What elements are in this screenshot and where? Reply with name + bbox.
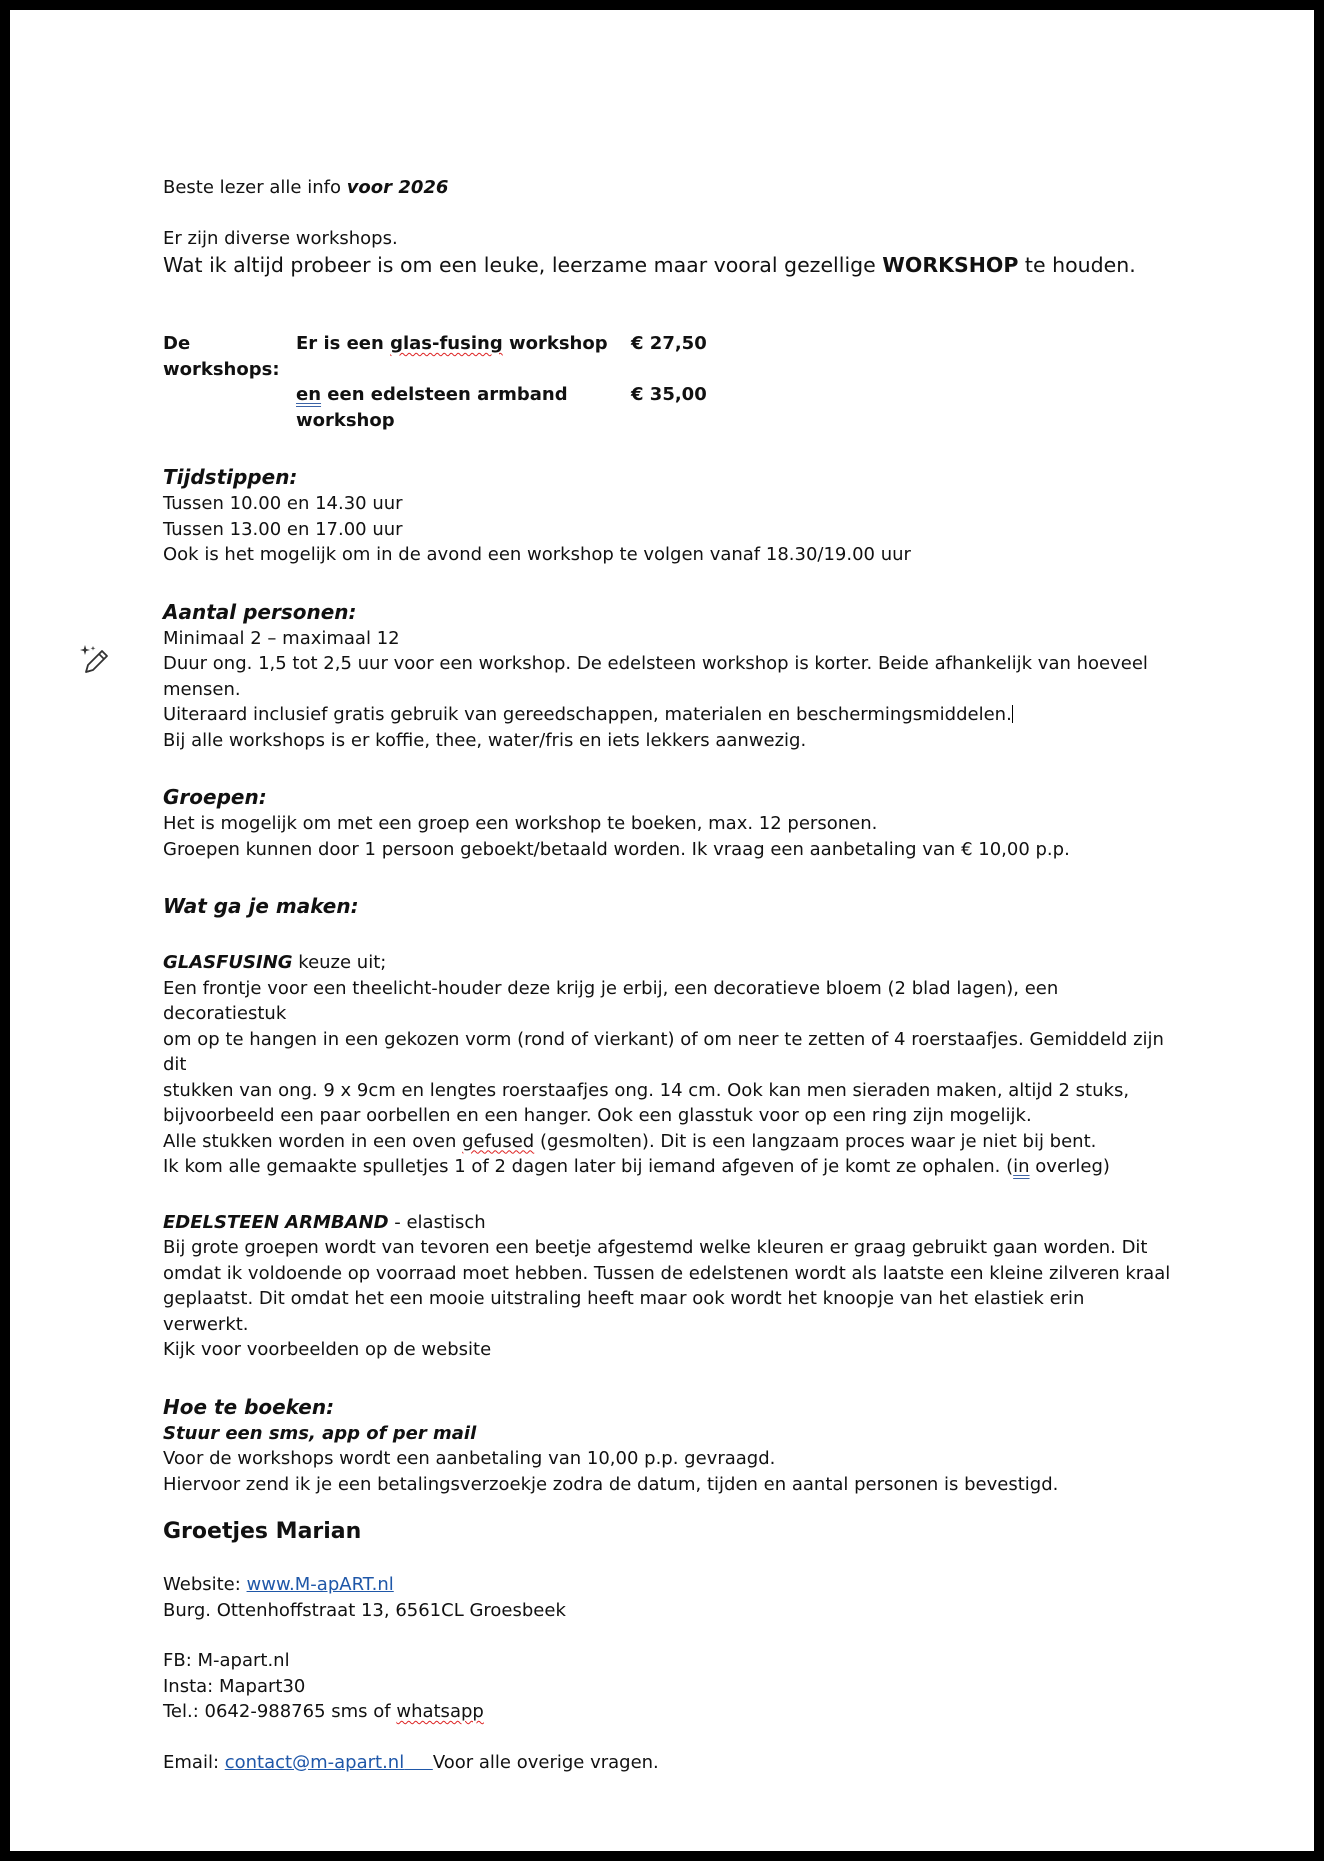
website-link[interactable]: www.M-apART.nl (246, 1574, 394, 1595)
price-armband: € 35,00 (631, 384, 707, 405)
text-line: geplaatst. Dit omdat het een mooie uitstraling heeft maar ook wordt het knoopje van het elastiek erin verwerkt. (163, 1288, 1085, 1335)
text-line[interactable]: Uiteraard inclusief gratis gebruik van gereedschappen, materialen en beschermingsmiddelen. (163, 704, 1012, 725)
website-line: Website: www.M-apART.nl (163, 1574, 394, 1595)
email-line: Email: contact@m-apart.nl Voor alle overige vragen. (163, 1751, 659, 1773)
workshop-row-1: De workshops: Er is een glas-fusing workshop € 27,50 (163, 331, 1173, 382)
price-glasfusing: € 27,50 (631, 333, 707, 354)
glasfusing-title-line: GLASFUSING keuze uit; (163, 952, 387, 973)
instagram-line: Insta: Mapart30 (163, 1675, 306, 1697)
text-line: Het is mogelijk om met een groep een workshop te boeken, max. 12 personen. (163, 813, 878, 834)
text-line: Hiervoor zend ik je een betalingsverzoekje zodra de datum, tijden en aantal personen is bevestigd. (163, 1473, 1059, 1495)
text-line: Bij grote groepen wordt van tevoren een beetje afgestemd welke kleuren er graag gebruikt gaan worden. Dit (163, 1237, 1148, 1258)
text-line: Bij alle workshops is er koffie, thee, water/fris en iets lekkers aanwezig. (163, 729, 807, 751)
text-line: Een frontje voor een theelicht-houder deze krijg je erbij, een decoratieve bloem (2 blad lagen), een decoratiestuk (163, 977, 1059, 1024)
text-line: Minimaal 2 – maximaal 12 (163, 627, 400, 649)
intro-line-3: Wat ik altijd probeer is om een leuke, leerzame maar vooral gezellige WORKSHOP te houden. (163, 253, 1136, 277)
text-line: Tussen 10.00 en 14.30 uur (163, 493, 403, 514)
text-line: stukken van ong. 9 x 9cm en lengtes roerstaafjes ong. 14 cm. Ook kan men sieraden maken, altijd 2 stuks, (163, 1079, 1130, 1101)
section-heading-groepen: Groepen: (163, 785, 267, 809)
boeken-subheading: Stuur een sms, app of per mail (163, 1422, 477, 1444)
text-line: Voor de workshops wordt een aanbetaling van 10,00 p.p. gevraagd. (163, 1448, 776, 1469)
text-line: bijvoorbeeld een paar oorbellen en een hanger. Ook een glasstuk voor op een ring zijn mogelijk. (163, 1105, 1032, 1126)
text-line: Kijk voor voorbeelden op de website (163, 1339, 492, 1360)
intro-line-1: Beste lezer alle info voor 2026 (163, 177, 449, 198)
section-heading-maken: Wat ga je maken: (163, 894, 359, 918)
text-line: Ik kom alle gemaakte spulletjes 1 of 2 dagen later bij iemand afgeven of je komt ze ophalen. (in overleg) (163, 1156, 1110, 1177)
facebook-line: FB: M-apart.nl (163, 1650, 290, 1671)
phone-line: Tel.: 0642-988765 sms of whatsapp (163, 1701, 484, 1722)
text-line: omdat ik voldoende op voorraad moet hebben. Tussen de edelstenen wordt als laatste een kleine zilveren kraal (163, 1262, 1171, 1284)
section-heading-tijdstippen: Tijdstippen: (163, 465, 298, 489)
workshop-row-2: en een edelsteen armband workshop € 35,00 (163, 382, 1173, 433)
text-line: Tussen 13.00 en 17.00 uur (163, 518, 403, 540)
text-line: mensen. (163, 678, 241, 700)
section-heading-boeken: Hoe te boeken: (163, 1394, 335, 1419)
text-line: Duur ong. 1,5 tot 2,5 uur voor een workshop. De edelsteen workshop is korter. Beide afhankelijk van hoeveel (163, 653, 1148, 674)
intro-line-2: Er zijn diverse workshops. (163, 227, 398, 249)
document-body (163, 175, 1173, 1775)
text-line: om op te hangen in een gekozen vorm (rond of vierkant) of om neer te zetten of 4 roerstaafjes. Gemiddeld zijn dit (163, 1028, 1164, 1075)
ai-rewrite-pen-icon[interactable] (78, 642, 112, 676)
greeting: Groetjes Marian (163, 1519, 362, 1544)
text-line: Groepen kunnen door 1 persoon geboekt/betaald worden. Ik vraag een aanbetaling van € 10,00 p.p. (163, 838, 1070, 860)
text-line: Ook is het mogelijk om in de avond een workshop te volgen vanaf 18.30/19.00 uur (163, 544, 911, 565)
text-line: Alle stukken worden in een oven gefused (gesmolten). Dit is een langzaam proces waar je niet bij bent. (163, 1130, 1097, 1152)
address-line: Burg. Ottenhoffstraat 13, 6561CL Groesbeek (163, 1599, 566, 1621)
year-emphasis: voor 2026 (346, 177, 449, 198)
workshops-label: De workshops: (163, 333, 280, 380)
email-link[interactable]: contact@m-apart.nl (224, 1751, 405, 1773)
armband-title-line: EDELSTEEN ARMBAND - elastisch (163, 1211, 486, 1233)
section-heading-aantal: Aantal personen: (163, 599, 357, 624)
text-cursor (1012, 705, 1013, 723)
